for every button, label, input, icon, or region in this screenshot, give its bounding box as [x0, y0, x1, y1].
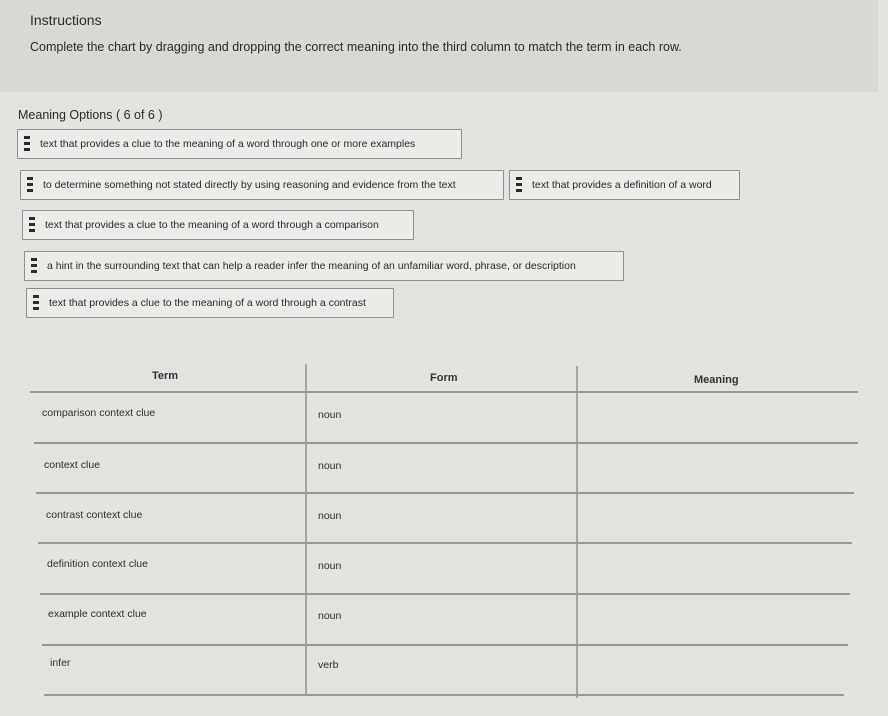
form-cell: noun [318, 560, 342, 572]
form-cell: noun [318, 409, 342, 421]
row-divider [40, 593, 850, 595]
row-divider [44, 694, 844, 696]
row-divider [38, 542, 852, 544]
meaning-option-label: text that provides a clue to the meaning of a word through a contrast [49, 297, 366, 309]
form-cell: noun [318, 610, 342, 622]
matching-chart [0, 362, 888, 716]
column-header-term: Term [152, 370, 179, 382]
meaning-option-label: text that provides a clue to the meaning of a word through a comparison [45, 219, 379, 231]
meaning-option-label: text that provides a definition of a word [532, 179, 712, 191]
instructions-text: Complete the chart by dragging and dropping the correct meaning into the third column to match the term in each row. [30, 40, 682, 54]
meaning-option-label: to determine something not stated directly by using reasoning and evidence from the text [43, 179, 456, 191]
meaning-option-context-clue[interactable] [24, 251, 624, 281]
instructions-panel [0, 0, 878, 92]
term-cell: definition context clue [47, 558, 148, 570]
drag-handle-icon[interactable] [29, 217, 35, 233]
row-divider [42, 644, 848, 646]
drag-handle-icon[interactable] [516, 177, 522, 193]
column-divider [576, 366, 578, 698]
drag-handle-icon[interactable] [31, 258, 37, 274]
term-cell: context clue [44, 459, 101, 471]
drag-handle-icon[interactable] [33, 295, 39, 311]
meaning-option-definition[interactable] [509, 170, 740, 200]
term-cell: infer [50, 657, 71, 669]
meaning-option-label: a hint in the surrounding text that can help a reader infer the meaning of an unfamiliar word, phrase, or description [47, 260, 576, 272]
drag-handle-icon[interactable] [24, 136, 30, 152]
form-cell: verb [318, 659, 339, 671]
term-cell: example context clue [48, 608, 147, 620]
drag-handle-icon[interactable] [27, 177, 33, 193]
form-cell: noun [318, 510, 342, 522]
instructions-title: Instructions [30, 12, 102, 28]
header-divider [30, 391, 858, 393]
column-header-meaning: Meaning [694, 374, 739, 386]
term-cell: comparison context clue [42, 407, 156, 419]
meaning-option-comparison[interactable] [22, 210, 414, 240]
meaning-options-heading: Meaning Options ( 6 of 6 ) [18, 108, 163, 122]
meaning-option-contrast[interactable] [26, 288, 394, 318]
term-cell: contrast context clue [46, 509, 143, 521]
row-divider [36, 492, 854, 494]
row-divider [34, 442, 858, 444]
meaning-option-label: text that provides a clue to the meaning of a word through one or more examples [40, 138, 416, 150]
meaning-option-examples[interactable] [17, 129, 462, 159]
column-header-form: Form [430, 372, 458, 384]
meaning-option-infer[interactable] [20, 170, 504, 200]
column-divider [305, 364, 307, 696]
form-cell: noun [318, 460, 342, 472]
